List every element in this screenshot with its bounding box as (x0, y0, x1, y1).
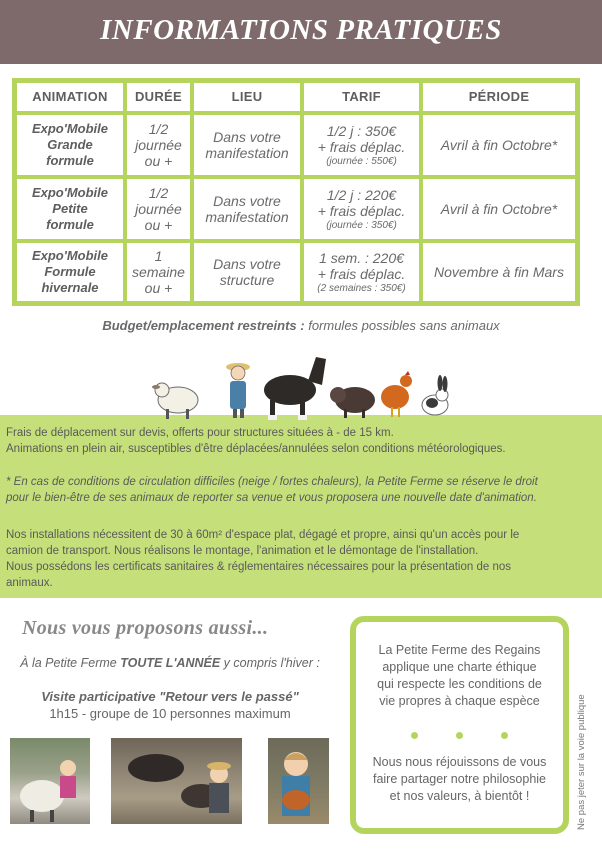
cell-line: Dans votre (213, 193, 281, 209)
photo-child-hen (268, 738, 329, 824)
intro-pre: À la Petite Ferme (20, 656, 121, 670)
info-band (0, 415, 602, 598)
visit-info: 1h15 - groupe de 10 personnes maximum (49, 706, 291, 721)
cell-note: (journée : 350€) (326, 219, 397, 231)
hen-icon (381, 371, 412, 417)
info-line: Frais de déplacement sur devis, offerts pour structures situées à - de 15 km. (6, 427, 394, 439)
cell-line: Expo'Mobile (31, 248, 109, 263)
cell-line: ou + (144, 280, 173, 296)
table-cell-animation (17, 115, 123, 175)
cell-line: + frais déplac. (317, 202, 406, 219)
info-line: pour le bien-être de ses animaux de reporter sa venue et vous proposera une nouvelle date d'animation. (6, 492, 537, 504)
table-cell-tarif (304, 243, 419, 301)
cell-line: Dans votre (213, 129, 281, 145)
visit-title: Visite participative "Retour vers le passé" (41, 689, 299, 704)
ethic-line: et nos valeurs, à bientôt ! (389, 789, 530, 803)
cell-line: structure (219, 272, 275, 288)
table-cell-periode: Novembre à fin Mars (423, 243, 575, 301)
table-cell-animation (17, 179, 123, 239)
photo-sheep-child-illustration (10, 738, 90, 824)
separator-dot (501, 732, 508, 739)
cell-line: formule (46, 217, 94, 232)
cell-line: 1/2 (148, 185, 169, 201)
column-header-periode: PÉRIODE (423, 83, 575, 111)
column-header-duree: DURÉE (127, 83, 190, 111)
info-line: animaux. (6, 577, 53, 589)
cell-note: (2 semaines : 350€) (317, 282, 406, 294)
cell-line: Petite (52, 201, 88, 216)
cell-line: Dans votre (213, 256, 281, 272)
table-cell-periode: Avril à fin Octobre* (423, 179, 575, 239)
budget-note-rest: formules possibles sans animaux (304, 318, 500, 333)
table-cell-periode: Avril à fin Octobre* (423, 115, 575, 175)
intro-bold: TOUTE L'ANNÉE (120, 656, 221, 670)
ethic-line: faire partager notre philosophie (372, 772, 547, 786)
rabbit-icon (422, 375, 448, 415)
info-line: Nous possédons les certificats sanitaires & réglementaires nécessaires pour la présentation de nos (6, 561, 511, 573)
photo-child-hen-illustration (268, 738, 329, 824)
animals-illustration (150, 345, 450, 423)
cell-line: 1/2 j : 350€ (326, 122, 397, 139)
info-line: Animations en plein air, susceptibles d'être déplacées/annulées selon conditions météorologiques. (6, 443, 506, 455)
ethic-line: vie propres à chaque espèce (379, 694, 540, 708)
cell-line: Expo'Mobile (31, 185, 109, 200)
cell-line: + frais déplac. (317, 138, 406, 155)
budget-note (0, 318, 602, 333)
table-cell-duree (127, 243, 190, 301)
section-title: Nous vous proposons aussi... (22, 617, 269, 639)
cell-line: journée (135, 201, 182, 217)
cell-line: formule (46, 153, 94, 168)
pricing-table (12, 78, 580, 306)
cell-line: + frais déplac. (317, 265, 406, 282)
ethic-line: qui respecte les conditions de (377, 677, 542, 691)
table-cell-lieu (194, 115, 300, 175)
table-cell-duree (127, 179, 190, 239)
info-line: Nos installations nécessitent de 30 à 60m² d'espace plat, dégagé et propre, ainsi qu'un accès pour le (6, 529, 520, 541)
cell-line: 1 sem. : 220€ (319, 249, 404, 266)
photo-pigs-visit (111, 738, 242, 824)
cell-line: 1 (154, 248, 163, 264)
ethic-text-block (356, 754, 563, 805)
horse-icon (264, 357, 326, 420)
pig-icon (330, 387, 375, 418)
farmer-icon (226, 363, 250, 418)
column-header-tarif: TARIF (304, 83, 419, 111)
table-cell-tarif (304, 179, 419, 239)
cell-line: manifestation (205, 145, 289, 161)
budget-note-bold: Budget/emplacement restreints : (102, 318, 305, 333)
cell-line: manifestation (205, 209, 289, 225)
cell-line: Formule (44, 264, 96, 279)
page-title: INFORMATIONS PRATIQUES (100, 14, 502, 46)
intro-post: y compris l'hiver : (220, 656, 320, 670)
photo-pigs-visit-illustration (111, 738, 242, 824)
table-cell-lieu (194, 179, 300, 239)
cell-line: semaine (132, 264, 185, 280)
cell-line: journée (135, 137, 182, 153)
ethic-text-block (356, 642, 563, 710)
cell-line: Expo'Mobile (31, 121, 109, 136)
intro-text (0, 656, 340, 670)
table-cell-animation (17, 243, 123, 301)
ethic-line: Nous nous réjouissons de vous (372, 755, 547, 769)
info-line: * En cas de conditions de circulation difficiles (neige / fortes chaleurs), la Petite Ferme se réserve le droit (6, 476, 538, 488)
ethic-charter-box (350, 616, 569, 834)
column-header-animation: ANIMATION (17, 83, 123, 111)
cell-note: (journée : 550€) (326, 155, 397, 167)
table-cell-duree (127, 115, 190, 175)
cell-line: ou + (144, 153, 173, 169)
side-note: Ne pas jeter sur la voie publique (576, 694, 587, 830)
cell-line: 1/2 (148, 121, 169, 137)
separator-dot (456, 732, 463, 739)
photo-sheep-child (10, 738, 90, 824)
cell-line: hivernale (41, 280, 99, 295)
separator-dot (411, 732, 418, 739)
table-cell-lieu (194, 243, 300, 301)
cell-line: 1/2 j : 220€ (326, 186, 397, 203)
info-line: camion de transport. Nous réalisons le montage, l'animation et le démontage de l'installation. (6, 545, 479, 557)
cell-line: Grande (47, 137, 93, 152)
cell-line: ou + (144, 217, 173, 233)
table-cell-tarif (304, 115, 419, 175)
column-header-lieu: LIEU (194, 83, 300, 111)
sheep-icon (152, 383, 198, 419)
ethic-line: applique une charte éthique (382, 660, 537, 674)
ethic-line: La Petite Ferme des Regains (378, 643, 541, 657)
